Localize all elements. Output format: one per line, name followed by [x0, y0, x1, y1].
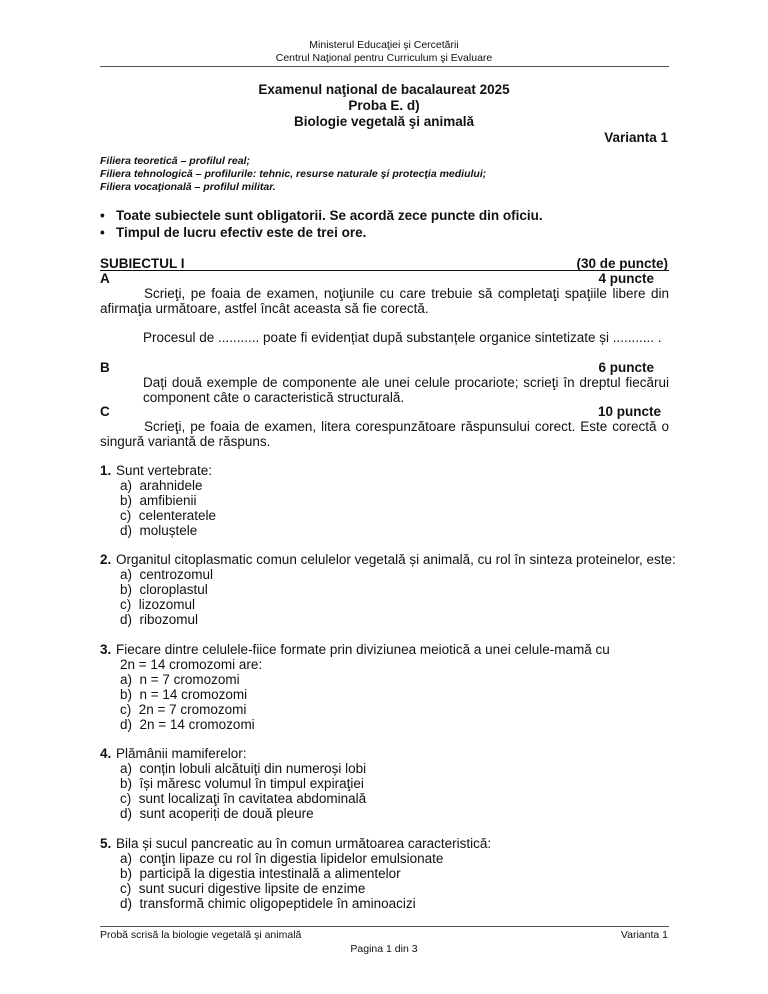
answer-option: b) n = 14 cromozomi	[120, 687, 248, 702]
section-b-instruction: Dați două exemple de componente ale unei celule procariote; scrieţi în dreptul fiecărui component câte o caracteristică structurală.	[143, 375, 669, 405]
answer-option: d) 2n = 14 cromozomi	[120, 717, 255, 732]
question-number: 4.	[100, 746, 112, 761]
answer-option: c) celenteratele	[120, 508, 217, 523]
answer-option: b) își măresc volumul în timpul expiraţiei	[120, 776, 364, 791]
answer-option: b) cloroplastul	[120, 582, 208, 597]
question-text: Plămânii mamiferelor:	[116, 746, 247, 761]
question-text: Fiecare dintre celulele-fiice formate prin diviziunea meiotică a unei celule-mamă cu	[116, 642, 610, 657]
question-text: Organitul citoplasmatic comun celulelor vegetală și animală, cu rol în sinteza proteinelor, este:	[116, 552, 676, 567]
bullet-dot: •	[100, 208, 105, 223]
section-b-points: 6 puncte	[598, 360, 654, 375]
rule-bullet	[100, 207, 543, 224]
answer-option: a) conţin lipaze cu rol în digestia lipidelor emulsionate	[120, 851, 444, 866]
question-2	[100, 552, 676, 567]
exam-title: Examenul naţional de bacalaureat 2025	[258, 82, 510, 97]
section-a-statement: Procesul de ........... poate fi evidențiat după substanțele organice sintetizate și ........... .	[143, 330, 662, 345]
exam-proba: Proba E. d)	[348, 98, 420, 113]
answer-option: a) centrozomul	[120, 567, 214, 582]
filiera-line: Filiera teoretică – profilul real;	[100, 155, 250, 167]
bullet-dot: •	[100, 225, 105, 240]
page-number: Pagina 1 din 3	[350, 943, 418, 955]
section-c-instruction: Scrieţi, pe foaia de examen, litera corespunzătoare răspunsului corect. Este corectă o singură variantă de răspuns.	[100, 419, 669, 449]
filiera-line: Filiera vocaţională – profilul militar.	[100, 181, 276, 193]
section-b-letter: B	[100, 360, 110, 375]
section-a-letter: A	[100, 271, 110, 286]
answer-option: c) sunt localizaţi în cavitatea abdominală	[120, 791, 367, 806]
question-text: Bila și sucul pancreatic au în comun următoarea caracteristică:	[116, 836, 492, 851]
footer-variant: Varianta 1	[620, 929, 668, 941]
question-number: 1.	[100, 463, 112, 478]
subject-points: (30 de puncte)	[576, 256, 668, 271]
variant-label: Varianta 1	[604, 130, 668, 145]
answer-option: a) arahnidele	[120, 478, 203, 493]
answer-option: d) ribozomul	[120, 612, 199, 627]
question-1	[100, 463, 212, 478]
answer-option: d) moluștele	[120, 523, 198, 538]
question-4	[100, 746, 247, 761]
question-5	[100, 836, 491, 851]
subject-underline	[100, 270, 669, 271]
filiera-line: Filiera tehnologică – profilurile: tehnic, resurse naturale şi protecţia mediului;	[100, 168, 487, 180]
answer-option: c) lizozomul	[120, 597, 196, 612]
rule-text: Timpul de lucru efectiv este de trei ore.	[116, 225, 367, 240]
answer-option: b) amfibienii	[120, 493, 197, 508]
exam-subject: Biologie vegetală şi animală	[293, 114, 475, 129]
ministry-name: Ministerul Educaţiei şi Cercetării	[309, 39, 459, 51]
section-a-points: 4 puncte	[598, 271, 654, 286]
question-text: Sunt vertebrate:	[116, 463, 213, 478]
footer-left: Probă scrisă la biologie vegetală şi animală	[100, 929, 302, 941]
answer-option: d) transformă chimic oligopeptidele în aminoacizi	[120, 896, 416, 911]
answer-option: a) conțin lobuli alcătuiți din numeroși lobi	[120, 761, 367, 776]
answer-option: a) n = 7 cromozomi	[120, 672, 240, 687]
question-number: 2.	[100, 552, 112, 567]
answer-option: c) 2n = 7 cromozomi	[120, 702, 247, 717]
section-a-instruction: Scrieţi, pe foaia de examen, noţiunile cu care trebuie să completaţi spaţiile libere din afirmaţia următoare, astfel încât aceasta să fie corectă.	[100, 286, 669, 316]
question-text-continued: 2n = 14 cromozomi are:	[120, 657, 263, 672]
rule-text: Toate subiectele sunt obligatorii. Se acordă zece puncte din oficiu.	[116, 208, 543, 223]
section-c-letter: C	[100, 404, 110, 419]
rule-bullet	[100, 224, 366, 241]
answer-option: b) participă la digestia intestinală a alimentelor	[120, 866, 401, 881]
section-c-points: 10 puncte	[597, 404, 661, 419]
question-number: 5.	[100, 836, 112, 851]
footer-divider	[100, 926, 669, 927]
answer-option: d) sunt acoperiți de două pleure	[120, 806, 314, 821]
subject-title: SUBIECTUL I	[100, 256, 185, 271]
answer-option: c) sunt sucuri digestive lipsite de enzime	[120, 881, 366, 896]
question-number: 3.	[100, 642, 112, 657]
header-divider	[100, 66, 669, 67]
question-3	[100, 642, 610, 657]
center-name: Centrul Naţional pentru Curriculum şi Evaluare	[275, 52, 493, 64]
